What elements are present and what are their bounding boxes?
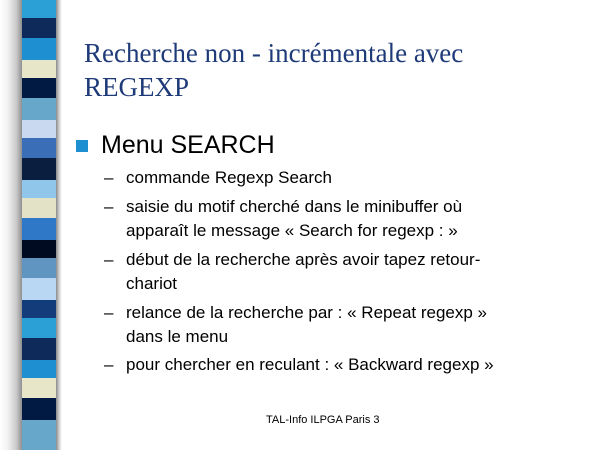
dash-marker: – [104, 168, 114, 187]
strip-block [22, 158, 56, 180]
subitem-text: relance de la recherche par : « Repeat regexp » [126, 303, 488, 322]
dash-marker: – [104, 250, 114, 269]
subitem-text: commande Regexp Search [126, 168, 333, 187]
strip-block [22, 138, 56, 158]
bullet-square-icon [76, 140, 88, 152]
strip-block [22, 420, 56, 450]
subitem-text: saisie du motif cherché dans le minibuffer où [126, 197, 463, 216]
strip-block [22, 300, 56, 318]
strip-shadow [0, 0, 22, 450]
strip-block [22, 338, 56, 360]
dash-marker: – [104, 197, 114, 216]
strip-block [22, 360, 56, 378]
subitem-text: apparaît le message « Search for regexp : » [126, 221, 458, 240]
strip-block [22, 198, 56, 218]
subitem-text: pour chercher en reculant : « Backward regexp » [126, 355, 494, 374]
strip-block [22, 98, 56, 120]
strip-block [22, 218, 56, 240]
decorative-strip [0, 0, 56, 450]
strip-block [22, 120, 56, 138]
bullet-label: Menu SEARCH [101, 131, 275, 159]
subitem [104, 301, 574, 349]
subitem-text: début de la recherche après avoir tapez retour- [126, 250, 481, 269]
slide-title [84, 36, 574, 104]
subitem [104, 353, 574, 377]
dash-marker: – [104, 303, 114, 322]
footer: TAL-Info ILPGA Paris 3 [266, 414, 380, 426]
strip-block [22, 398, 56, 420]
strip-block [22, 60, 56, 78]
subitem [104, 248, 574, 296]
subitem-text: dans le menu [126, 327, 229, 346]
strip-block [22, 378, 56, 398]
strip-blocks [22, 0, 56, 450]
strip-block [22, 318, 56, 338]
subitem [104, 195, 574, 243]
strip-block [22, 258, 56, 278]
subitem-text: chariot [126, 274, 178, 293]
strip-block [22, 278, 56, 300]
strip-block [22, 18, 56, 38]
strip-block [22, 78, 56, 98]
strip-block [22, 38, 56, 60]
slide-title-line-1: Recherche non - incrémentale avec [84, 38, 464, 68]
strip-shadow-right [56, 0, 62, 450]
strip-block [22, 180, 56, 198]
strip-block [22, 0, 56, 18]
slide-title-line-2: REGEXP [84, 72, 190, 102]
subitem [104, 166, 574, 190]
strip-block [22, 240, 56, 258]
dash-marker: – [104, 355, 114, 374]
